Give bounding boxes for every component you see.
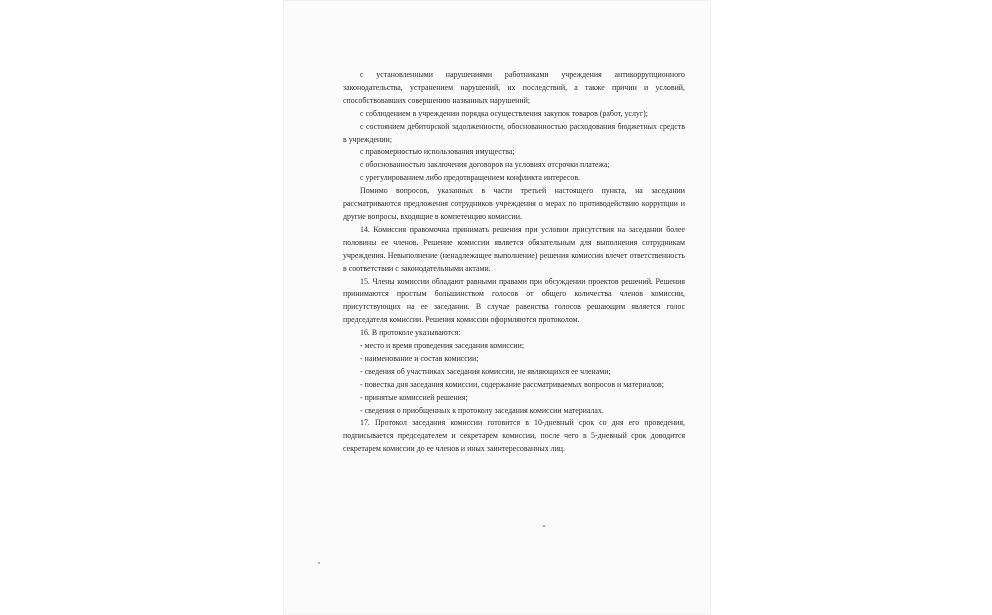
paragraph: с состоянием дебиторской задолженности, обоснованностью расходования бюджетных средств в учреждении; bbox=[343, 121, 685, 144]
paragraph: - сведения об участниках заседания комиссии, не являющихся ее членами; bbox=[360, 366, 611, 376]
paragraph: - сведения о приобщенных к протоколу заседания комиссии материалах. bbox=[360, 405, 604, 415]
document-body bbox=[343, 69, 685, 456]
paragraph: - место и время проведения заседания комиссии; bbox=[360, 341, 525, 351]
paragraph: с правомерностью использования имущества; bbox=[360, 147, 515, 157]
paragraph: с соблюдением в учреждении порядка осуществления закупок товаров (работ, услуг); bbox=[360, 108, 648, 118]
paragraph: 17. Протокол заседания комиссии готовится в 10-дневный срок со дня его проведения, подписывается председателем и секретарем комиссии, после чего в 5-дневный срок доводится секретарем комиссии до ее членов и иных заинтересованных лиц. bbox=[343, 418, 685, 454]
paragraph: с установленными нарушениями работниками учреждения антикоррупционного законодательства, устранением нарушений, их последствий, а также причин и условий, способствовавших совершению названных нарушений; bbox=[343, 70, 685, 105]
paragraph: с урегулированием либо предотвращением конфликта интересов. bbox=[360, 173, 581, 183]
scan-speck bbox=[318, 562, 320, 564]
paragraph: 14. Комиссия правомочна принимать решения при условии присутствия на заседании более половины ее членов. Решение комиссии является обязательным для выполнения сотрудникам учреждения. Невыполнение (ненадлежащее выполнение) решения комиссии влечет ответственность в соответствии с законодательными актами. bbox=[343, 224, 685, 273]
paragraph: - принятые комиссией решения; bbox=[360, 392, 468, 402]
paragraph: Помимо вопросов, указанных в части третьей настоящего пункта, на заседании рассматриваются предложения сотрудников учреждения о мерах по противодействию коррупции и другие вопросы, входящие в компетенцию комиссии. bbox=[343, 186, 685, 221]
paragraph: 16. В протоколе указываются: bbox=[360, 328, 461, 338]
paragraph: с обоснованностью заключения договоров на условиях отсрочки платежа; bbox=[360, 160, 610, 170]
scan-speck bbox=[543, 525, 545, 527]
paragraph: - наименование и состав комиссии; bbox=[360, 353, 479, 363]
paragraph: - повестка дня заседания комиссии, содержание рассматриваемых вопросов и материалов; bbox=[360, 379, 664, 389]
paragraph: 15. Члены комиссии обладают равными правами при обсуждении проектов решений. Решения принимаются простым большинством голосов от общего количества членов комиссии, присутствующих на ее заседании. В случае равенства голосов решающим является голос председателя комиссии. Решения комиссии оформляются протоколом. bbox=[343, 276, 685, 325]
